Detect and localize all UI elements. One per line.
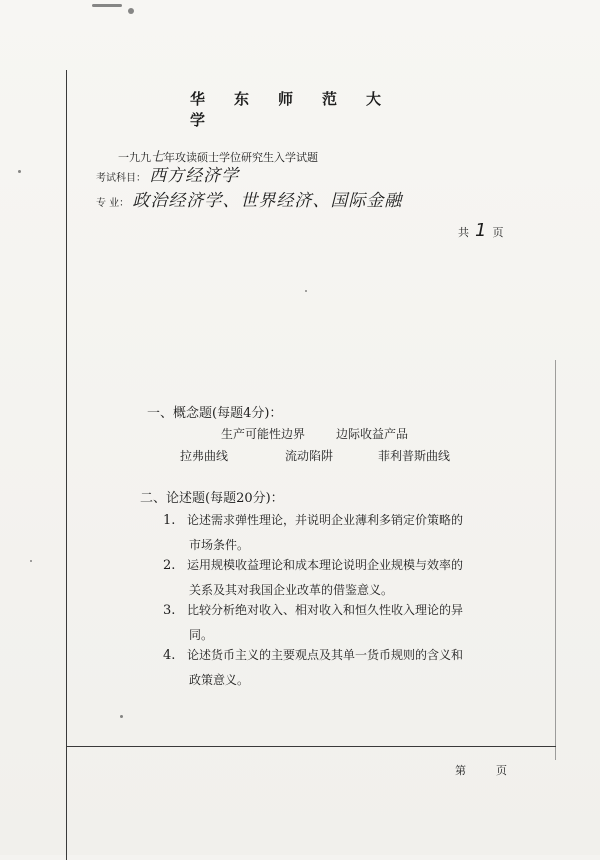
question-text-cont: 关系及其对我国企业改革的借鉴意义。	[189, 583, 394, 597]
question-item	[163, 553, 523, 602]
term-item: 拉弗曲线	[180, 449, 229, 463]
exam-year-handwritten: 七	[151, 150, 165, 165]
page-number-prefix: 第	[455, 764, 466, 777]
page-count-suffix: 页	[492, 226, 504, 239]
section1-heading: 一、概念题(每题4分)：	[147, 406, 283, 421]
scan-speck	[18, 170, 21, 173]
major-row	[96, 186, 402, 211]
page-count-number: 1	[475, 220, 487, 241]
exam-title-rest: 年攻读硕士学位研究生入学试题	[164, 151, 319, 164]
page-number-suffix: 页	[496, 764, 507, 777]
scan-speck	[30, 560, 32, 562]
question-text: 比较分析绝对收入、相对收入和恒久性收入理论的异	[187, 603, 464, 617]
university-char: 学	[190, 111, 206, 129]
scan-speck	[128, 8, 134, 14]
subject-value: 西方经济学	[149, 166, 240, 186]
page-count-prefix: 共	[458, 226, 469, 239]
question-number: 2.	[163, 558, 176, 573]
question-text: 论述需求弹性理论，并说明企业薄利多销定价策略的	[187, 513, 464, 527]
exam-year-prefix: 一九九	[118, 151, 151, 164]
subject-label: 考试科目：	[96, 173, 146, 184]
question-number: 4.	[163, 648, 176, 663]
question-item	[163, 643, 523, 692]
university-name	[190, 88, 420, 130]
university-char: 范	[322, 90, 338, 108]
major-value: 政治经济学、世界经济、国际金融	[132, 191, 403, 211]
scan-speck	[305, 290, 307, 292]
university-char: 华	[190, 90, 206, 108]
term-item: 生产可能性边界	[221, 427, 306, 441]
university-char: 东	[234, 90, 250, 108]
term-item: 菲利普斯曲线	[378, 449, 451, 463]
scan-speck	[92, 4, 122, 7]
question-item	[163, 598, 523, 647]
page-count-top	[458, 220, 503, 241]
question-number: 3.	[163, 603, 176, 618]
question-text-cont: 政策意义。	[189, 673, 250, 687]
question-text: 论述货币主义的主要观点及其单一货币规则的含义和	[187, 648, 464, 662]
scan-speck	[120, 715, 123, 718]
question-item	[163, 508, 523, 557]
major-label: 专 业：	[96, 198, 130, 209]
page-border-bottom	[66, 746, 556, 747]
question-text: 运用规模收益理论和成本理论说明企业规模与效率的	[187, 558, 464, 572]
term-item: 流动陷阱	[285, 449, 334, 463]
question-text-cont: 市场条件。	[189, 538, 250, 552]
university-char: 师	[278, 90, 294, 108]
page-border-left	[66, 70, 67, 860]
term-item: 边际收益产品	[336, 427, 409, 441]
university-char: 大	[366, 90, 382, 108]
page-border-right	[555, 360, 556, 760]
section2-heading: 二、论述题(每题20分)：	[140, 491, 284, 506]
page-number-bottom	[455, 762, 507, 778]
question-number: 1.	[163, 513, 176, 528]
subject-row	[96, 161, 239, 186]
question-text-cont: 同。	[189, 628, 214, 642]
